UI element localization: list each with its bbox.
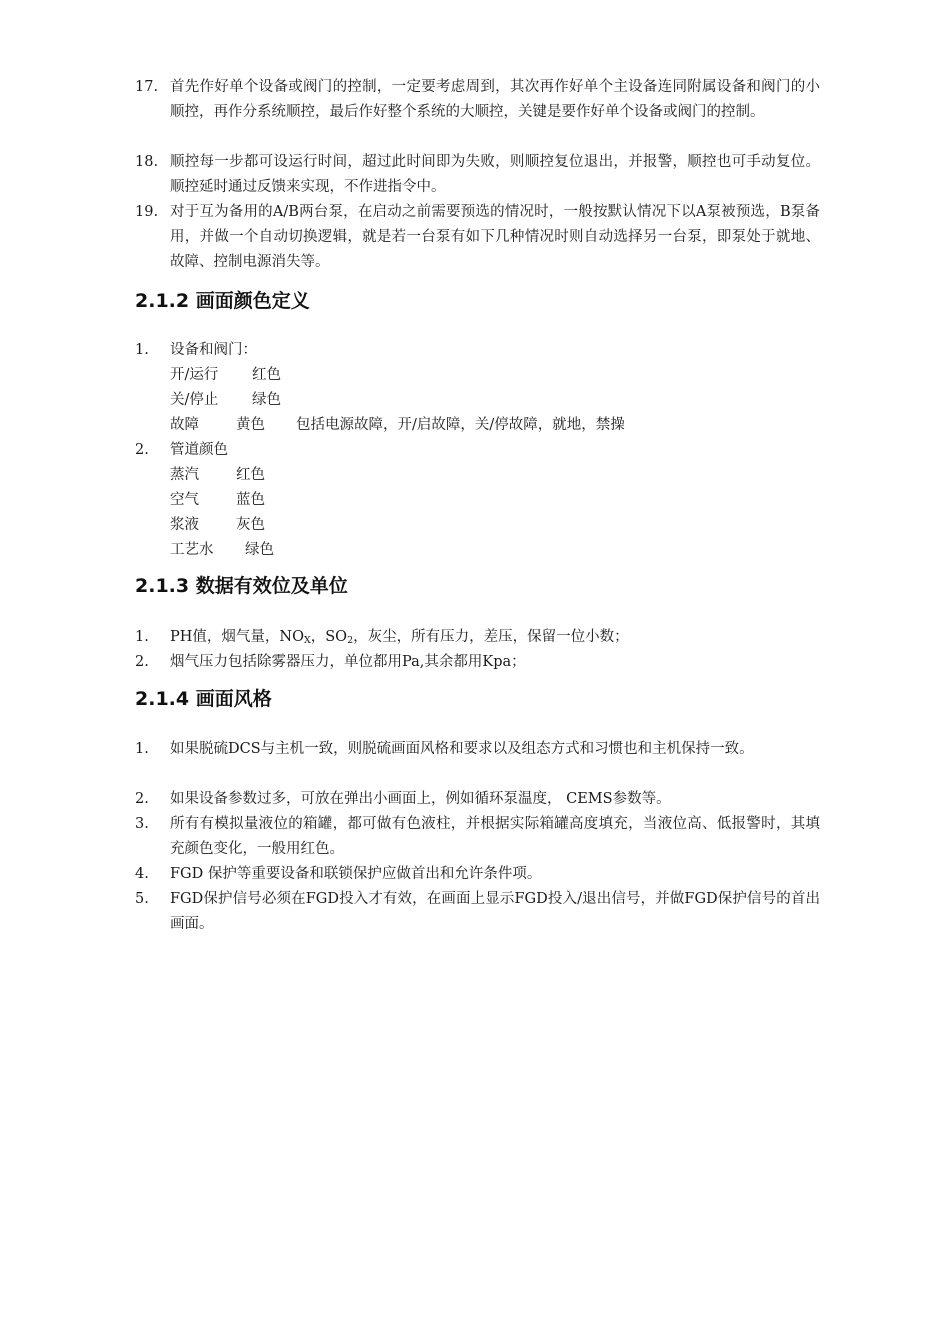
list-number: 2.	[135, 442, 149, 458]
data-item-2	[135, 650, 820, 675]
subscript-2: 2	[347, 635, 354, 646]
list-text	[170, 625, 820, 653]
style-item-5	[135, 887, 820, 937]
style-item-1	[135, 737, 820, 762]
pipe-color-row	[170, 488, 265, 513]
list-number: 1.	[135, 342, 149, 358]
list-text: 设备和阀门：	[170, 342, 257, 358]
device-color-row	[170, 388, 281, 413]
color-item-1	[135, 338, 820, 363]
pipe-color-row	[170, 538, 274, 563]
list-number: 5.	[135, 891, 149, 907]
style-item-4	[135, 862, 820, 887]
device-color-note: 包括电源故障，开/启故障，关/停故障，就地，禁操	[296, 417, 625, 433]
pipe-color: 灰色	[236, 517, 265, 533]
subscript-x: X	[303, 635, 311, 646]
list-text: 管道颜色	[170, 442, 228, 458]
device-state: 开/运行	[170, 367, 219, 383]
list-item-18	[135, 150, 820, 200]
color-item-2	[135, 438, 820, 463]
list-text: 首先作好单个设备或阀门的控制，一定要考虑周到，其次再作好单个主设备连同附属设备和阀门的小顺控，再作分系统顺控，最后作好整个系统的大顺控，关键是要作好单个设备或阀门的控制。	[170, 79, 820, 120]
data-item-1	[135, 625, 820, 653]
list-text: 如果脱硫DCS与主机一致，则脱硫画面风格和要求以及组态方式和习惯也和主机保持一致。	[170, 741, 754, 757]
list-text: 所有有模拟量液位的箱罐，都可做有色液柱，并根据实际箱罐高度填充，当液位高、低报警时，其填充颜色变化，一般用红色。	[170, 816, 820, 857]
pipe-medium: 工艺水	[170, 542, 214, 558]
list-text: FGD保护信号必须在FGD投入才有效，在画面上显示FGD投入/退出信号，并做FGD保护信号的首出画面。	[170, 891, 820, 932]
pipe-color: 红色	[236, 467, 265, 483]
list-item-17	[135, 75, 820, 125]
list-number: 2.	[135, 791, 149, 807]
list-text: 对于互为备用的A/B两台泵，在启动之前需要预选的情况时，一般按默认情况下以A泵被预选，B泵备用，并做一个自动切换逻辑，就是若一台泵有如下几种情况时则自动选择另一台泵，即泵处于就地、故障、控制电源消失等。	[170, 204, 820, 270]
list-number: 19.	[135, 204, 159, 220]
pipe-medium: 浆液	[170, 517, 199, 533]
list-number: 3.	[135, 816, 149, 832]
text-part: ，灰尘，所有压力，差压，保留一位小数；	[353, 629, 629, 645]
device-color-row	[170, 363, 281, 388]
section-heading-2-1-3: 2.1.3 数据有效位及单位	[135, 575, 348, 597]
list-text: 烟气压力包括除雾器压力，单位都用Pa,其余都用Kpa；	[170, 654, 526, 670]
list-number: 1.	[135, 741, 149, 757]
list-number: 4.	[135, 866, 149, 882]
device-color-row	[170, 413, 625, 438]
list-text: 顺控每一步都可设运行时间，超过此时间即为失败，则顺控复位退出，并报警，顺控也可手动复位。顺控延时通过反馈来实现，不作进指令中。	[170, 154, 820, 195]
device-color: 黄色	[236, 417, 265, 433]
pipe-color: 绿色	[245, 542, 274, 558]
pipe-medium: 蒸汽	[170, 467, 199, 483]
text-part: PH值，烟气量，NO	[170, 629, 304, 645]
device-color: 红色	[252, 367, 281, 383]
list-number: 17.	[135, 79, 159, 95]
list-item-19	[135, 200, 820, 275]
style-item-3	[135, 812, 820, 862]
list-number: 18.	[135, 154, 159, 170]
device-color: 绿色	[252, 392, 281, 408]
pipe-color-row	[170, 463, 265, 488]
pipe-color: 蓝色	[236, 492, 265, 508]
list-number: 1.	[135, 629, 149, 645]
list-text: 如果设备参数过多，可放在弹出小画面上，例如循环泵温度， CEMS参数等。	[170, 791, 671, 807]
section-heading-2-1-4: 2.1.4 画面风格	[135, 688, 272, 710]
device-state: 关/停止	[170, 392, 219, 408]
section-heading-2-1-2: 2.1.2 画面颜色定义	[135, 290, 310, 312]
text-part: ，SO	[310, 629, 348, 645]
pipe-medium: 空气	[170, 492, 199, 508]
list-number: 2.	[135, 654, 149, 670]
pipe-color-row	[170, 513, 265, 538]
device-state: 故障	[170, 417, 199, 433]
list-text: FGD 保护等重要设备和联锁保护应做首出和允许条件项。	[170, 866, 542, 882]
style-item-2	[135, 787, 820, 812]
